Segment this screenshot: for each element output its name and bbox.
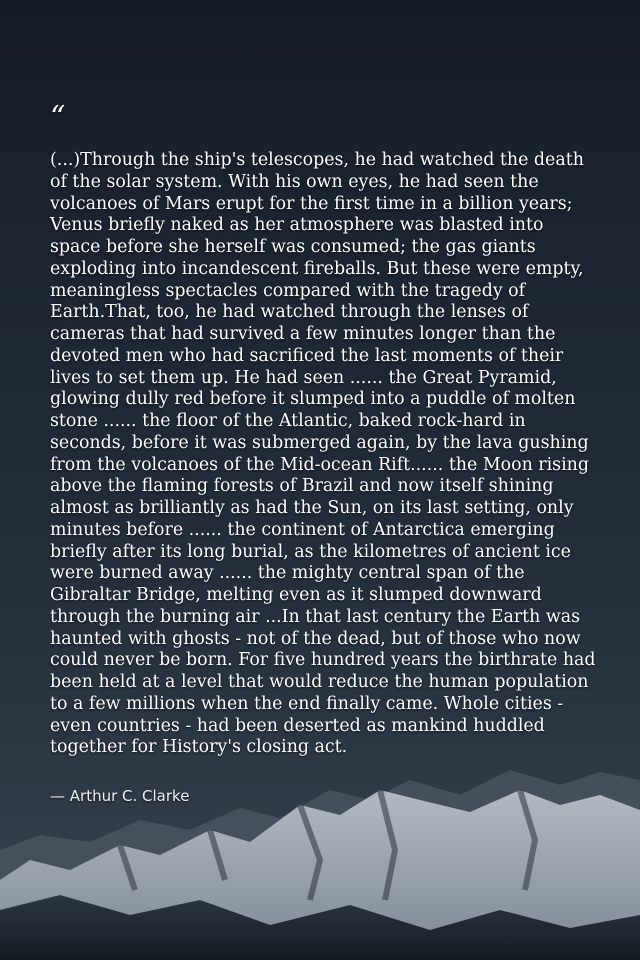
quote-text: (...)Through the ship's telescopes, he had watched the death of the solar system. With his own eyes, he had seen the volcanoes of Mars erupt for the first time in a billion years; Venus briefly naked as her atmosphere was blasted into space before she herself was consumed; the gas giants exploding into incandescent fireballs. But these were empty, meaningless spectacles compared with the tragedy of Earth.That, too, he had watched through the lenses of cameras that had survived a few minutes longer than the devoted men who had sacrificed the last moments of their lives to set them up. He had seen ...... the Great Pyramid, glowing dully red before it slumped into a puddle of molten stone ...... the floor of the Atlantic, baked rock-hard in seconds, before it was submerged again, by the lava gushing from the volcanoes of the Mid-ocean Rift...... the Moon rising above the flaming forests of Brazil and now itself shining almost as brilliantly as had the Sun, on its last setting, only minutes before ...... the continent of Antarctica emerging briefly after its long burial, as the kilometres of ancient ice were burned away ...... the mighty central span of the Gibraltar Bridge, melting even as it slumped downward through the burning air ...In that last century the Earth was haunted with ghosts - not of the dead, but of those who now could never be born. For five hundred years the birthrate had been held at a level that would reduce the human population to a few millions when the end finally came. Whole cities - even countries - had been deserted as mankind huddled together for History's closing act. [50,150,596,758]
quote-card [50,100,598,805]
quote-author: — Arthur C. Clarke [50,787,190,805]
quote-mark-icon: “ [50,100,66,135]
